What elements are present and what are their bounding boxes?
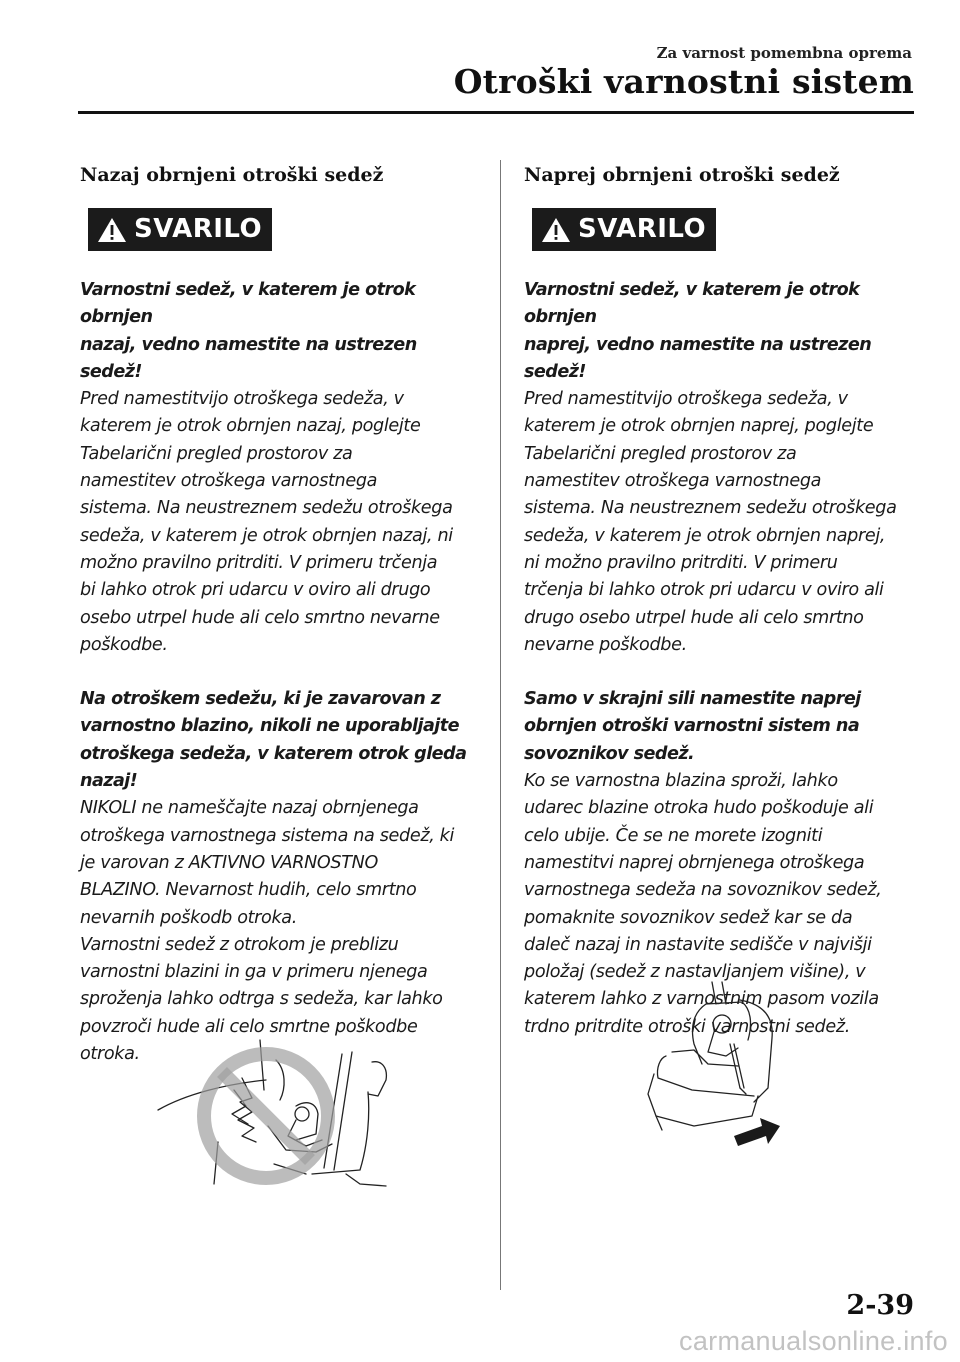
warning-text-line: otroka. bbox=[80, 1044, 140, 1065]
warning-heading-line: sovoznikov sedež. bbox=[524, 743, 695, 764]
warning-text-line: daleč nazaj in nastavite sedišče v najvišji bbox=[524, 934, 872, 955]
warning-text-line: drugo osebo utrpel hude ali celo smrtno bbox=[524, 607, 864, 628]
warning-text-line: možno pravilno pritrditi. V primeru trčenja bbox=[80, 552, 438, 573]
column-divider bbox=[500, 160, 501, 1290]
warning-label: SVARILO bbox=[578, 214, 707, 244]
warning-text-line: poškodbe. bbox=[80, 634, 168, 655]
warning-heading-line: otroškega sedeža, v katerem otrok gleda bbox=[80, 743, 467, 764]
warning-label: SVARILO bbox=[134, 214, 263, 244]
header-kicker: Za varnost pomembna oprema bbox=[656, 44, 912, 62]
left-column bbox=[80, 164, 480, 1068]
warning-text-line: nevarnih poškodb otroka. bbox=[80, 907, 297, 928]
warning-text-line: trčenja bi lahko otrok pri udarcu v oviro ali bbox=[524, 580, 884, 601]
warning-text-line: katerem je otrok obrnjen nazaj, poglejte bbox=[80, 416, 421, 437]
warning-heading-line: Na otroškem sedežu, ki je zavarovan z bbox=[80, 689, 441, 710]
warning-text-line: sedeža, v katerem je otrok obrnjen naprej, bbox=[524, 525, 886, 546]
left-section-title: Nazaj obrnjeni otroški sedež bbox=[80, 164, 384, 186]
page-number: 2-39 bbox=[846, 1290, 914, 1321]
warning-text-line: BLAZINO. Nevarnost hudih, celo smrtno bbox=[80, 880, 417, 901]
warning-text-line: namestitev otroškega varnostnega bbox=[524, 471, 822, 492]
warning-heading-line: naprej, vedno namestite na ustrezen sedež! bbox=[524, 334, 872, 382]
warning-text-line: položaj (sedež z nastavljanjem višine), v bbox=[524, 962, 866, 983]
watermark: carmanualsonline.info bbox=[679, 1326, 948, 1356]
warning-text-line: Pred namestitvijo otroškega sedeža, v bbox=[524, 389, 848, 410]
paragraph-gap bbox=[80, 659, 480, 686]
warning-text-line: osebo utrpel hude ali celo smrtno nevarne bbox=[80, 607, 440, 628]
page-title: Otroški varnostni sistem bbox=[453, 62, 914, 101]
warning-text-line: je varovan z AKTIVNO VARNOSTNO bbox=[80, 852, 378, 873]
paragraph-gap bbox=[524, 659, 919, 686]
warning-text-line: sistema. Na neustreznem sedežu otroškega bbox=[524, 498, 897, 519]
forward-facing-seat-illustration bbox=[642, 978, 812, 1153]
warning-text-line: pomaknite sovoznikov sedež kar se da bbox=[524, 907, 853, 928]
right-column bbox=[524, 164, 919, 1041]
prohibited-rear-facing-seat-illustration bbox=[156, 1024, 396, 1194]
warning-text-line: NIKOLI ne nameščajte nazaj obrnjenega bbox=[80, 798, 419, 819]
warning-text-line: ni možno pravilno pritrditi. V primeru bbox=[524, 552, 838, 573]
warning-triangle-icon bbox=[96, 216, 128, 244]
warning-text-line: katerem je otrok obrnjen naprej, poglejte bbox=[524, 416, 874, 437]
warning-text-line: sedeža, v katerem je otrok obrnjen nazaj, ni bbox=[80, 525, 453, 546]
warning-text-line: sistema. Na neustreznem sedežu otroškega bbox=[80, 498, 453, 519]
warning-heading-line: Samo v skrajni sili namestite naprej bbox=[524, 689, 861, 710]
warning-text-line: trdno pritrdite otroški varnostni sedež. bbox=[524, 1016, 850, 1037]
warning-text-line: bi lahko otrok pri udarcu v oviro ali drugo bbox=[80, 580, 431, 601]
right-warning-badge bbox=[532, 208, 716, 251]
warning-heading-line: Varnostni sedež, v katerem je otrok obrnjen bbox=[80, 280, 416, 328]
warning-heading-line: nazaj, vedno namestite na ustrezen sedež! bbox=[80, 334, 417, 382]
warning-text-line: namestitvi naprej obrnjenega otroškega bbox=[524, 852, 865, 873]
warning-heading-line: obrnjen otroški varnostni sistem na bbox=[524, 716, 860, 737]
warning-text-line: namestitev otroškega varnostnega bbox=[80, 471, 378, 492]
warning-text-line: Tabelarični pregled prostorov za bbox=[80, 443, 353, 464]
warning-heading-line: varnostno blazino, nikoli ne uporabljajte bbox=[80, 716, 460, 737]
warning-text-line: sproženja lahko odtrga s sedeža, kar lahko bbox=[80, 989, 443, 1010]
forward-arrow-icon bbox=[734, 1118, 780, 1146]
warning-triangle-icon bbox=[540, 216, 572, 244]
warning-text-line: otroškega varnostnega sistema na sedež, ki bbox=[80, 825, 455, 846]
warning-text-line: nevarne poškodbe. bbox=[524, 634, 687, 655]
warning-text-line: Varnostni sedež z otrokom je preblizu bbox=[80, 934, 399, 955]
warning-text-line: katerem lahko z varnostnim pasom vozila bbox=[524, 989, 879, 1010]
left-warning-badge bbox=[88, 208, 272, 251]
warning-text-line: varnostnega sedeža na sovoznikov sedež, bbox=[524, 880, 882, 901]
warning-text-line: Tabelarični pregled prostorov za bbox=[524, 443, 797, 464]
right-warning-body bbox=[524, 277, 919, 1041]
warning-text-line: Ko se varnostna blazina sproži, lahko bbox=[524, 771, 838, 792]
warning-heading-line: Varnostni sedež, v katerem je otrok obrnjen bbox=[524, 280, 860, 328]
warning-heading-line: nazaj! bbox=[80, 771, 138, 792]
warning-text-line: varnostni blazini in ga v primeru njenega bbox=[80, 962, 428, 983]
warning-text-line: celo ubije. Če se ne morete izogniti bbox=[524, 825, 823, 846]
right-section-title: Naprej obrnjeni otroški sedež bbox=[524, 164, 840, 186]
header-rule bbox=[78, 111, 914, 114]
warning-text-line: Pred namestitvijo otroškega sedeža, v bbox=[80, 389, 404, 410]
left-warning-body bbox=[80, 277, 480, 1068]
warning-text-line: povzroči hude ali celo smrtne poškodbe bbox=[80, 1016, 418, 1037]
warning-text-line: udarec blazine otroka hudo poškoduje ali bbox=[524, 798, 874, 819]
